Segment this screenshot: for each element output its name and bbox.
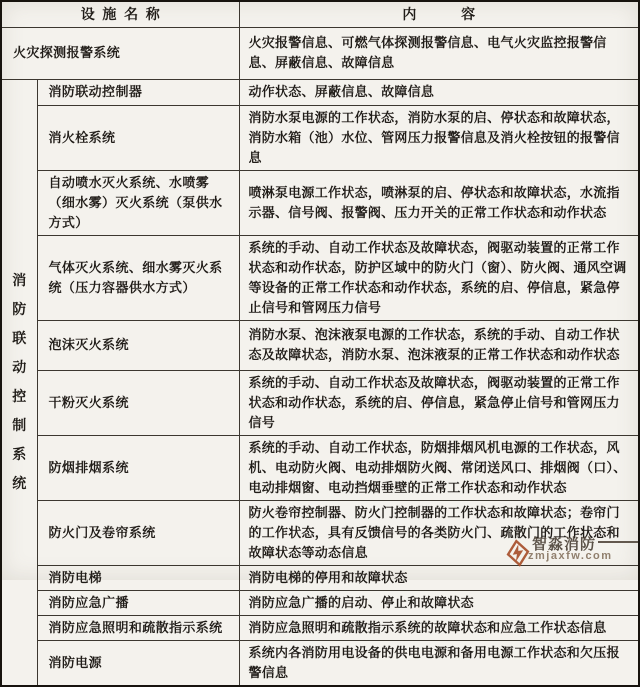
facility-name-cell: 防火门及卷帘系统 <box>37 500 239 565</box>
facility-name-cell: 消防电梯 <box>37 565 239 590</box>
table-row <box>1 370 639 435</box>
content-cell: 系统内各消防用电设备的供电电源和备用电源工作状态和欠压报警信息 <box>239 640 639 686</box>
content-cell: 防火卷帘控制器、防火门控制器的工作状态和故障状态；卷帘门的工作状态，具有反馈信号的各类防火门、疏散门的工作状态和故障状态等动态信息 <box>239 500 639 565</box>
header-cell-facility <box>1 1 239 27</box>
table-row <box>1 500 639 565</box>
group-label-cell <box>1 79 37 686</box>
content-cell: 消防应急广播的启动、停止和故障状态 <box>239 590 639 615</box>
facility-name-cell: 消防联动控制器 <box>37 79 239 105</box>
facility-name-cell: 火灾探测报警系统 <box>1 27 239 79</box>
facility-name-cell: 防烟排烟系统 <box>37 435 239 500</box>
content-cell: 系统的手动、自动工作状态及故障状态，阀驱动装置的正常工作状态和动作状态，系统的启、停信息，紧急停止信号和管网压力信号 <box>239 370 639 435</box>
facility-name-cell: 干粉灭火系统 <box>37 370 239 435</box>
content-cell: 喷淋泵电源工作状态，喷淋泵的启、停状态和故障状态，水流指示器、信号阀、报警阀、压力开关的正常工作状态和动作状态 <box>239 170 639 235</box>
table-row <box>1 590 639 615</box>
facility-name-cell: 消火栓系统 <box>37 105 239 170</box>
facility-name-cell: 消防电源 <box>37 640 239 686</box>
facility-name-cell: 消防应急照明和疏散指示系统 <box>37 615 239 640</box>
content-cell: 消防电梯的停用和故障状态 <box>239 565 639 590</box>
header-label-facility: 设施名称 <box>80 6 168 23</box>
facility-name-cell: 气体灭火系统、细水雾灭火系统（压力容器供水方式） <box>37 235 239 320</box>
facility-name-cell: 自动喷水灭火系统、水喷雾（细水雾）灭火系统（泵供水方式） <box>37 170 239 235</box>
content-cell: 系统的手动、自动工作状态，防烟排烟风机电源的工作状态，风机、电动防火阀、电动排烟防火阀、常闭送风口、排烟阀（口）、电动排烟窗、电动挡烟垂壁的正常工作状态和动作状态 <box>239 435 639 500</box>
table-row <box>1 435 639 500</box>
table-row <box>1 170 639 235</box>
table-row <box>1 640 639 686</box>
content-cell: 系统的手动、自动工作状态及故障状态，阀驱动装置的正常工作状态和动作状态，防护区域中的防火门（窗）、防火阀、通风空调等设备的正常工作状态和动作状态，系统的启、停信息，紧急停止信号和管网压力信号 <box>239 235 639 320</box>
watermark-url: zmjaxfw.com <box>528 550 613 562</box>
header-row <box>1 1 639 27</box>
content-cell: 消防应急照明和疏散指示系统的故障状态和应急工作状态信息 <box>239 615 639 640</box>
table-row <box>1 235 639 320</box>
group-label-vertical: 消防联动控制系统 <box>12 272 27 491</box>
table-row <box>1 565 639 590</box>
content-cell: 火灾报警信息、可燃气体探测报警信息、电气火灾监控报警信息、屏蔽信息、故障信息 <box>239 27 639 79</box>
table-row-fire-detection <box>1 27 639 79</box>
table-row <box>1 320 639 370</box>
header-label-content: 内容 <box>402 6 520 23</box>
content-cell: 消防水泵、泡沫液泵电源的工作状态，系统的手动、自动工作状态及故障状态，消防水泵、泡沫液泵的正常工作状态和动作状态 <box>239 320 639 370</box>
table-row <box>1 615 639 640</box>
watermark-brand: 智淼消防 <box>532 536 597 553</box>
facility-name-cell: 泡沫灭火系统 <box>37 320 239 370</box>
facility-name-cell: 消防应急广播 <box>37 590 239 615</box>
header-cell-content <box>239 1 639 27</box>
content-cell: 动作状态、屏蔽信息、故障信息 <box>239 79 639 105</box>
table-row <box>1 105 639 170</box>
content-cell: 消防水泵电源的工作状态，消防水泵的启、停状态和故障状态，消防水箱（池）水位、管网压力报警信息及消火栓按钮的报警信息 <box>239 105 639 170</box>
table-row <box>1 79 639 105</box>
